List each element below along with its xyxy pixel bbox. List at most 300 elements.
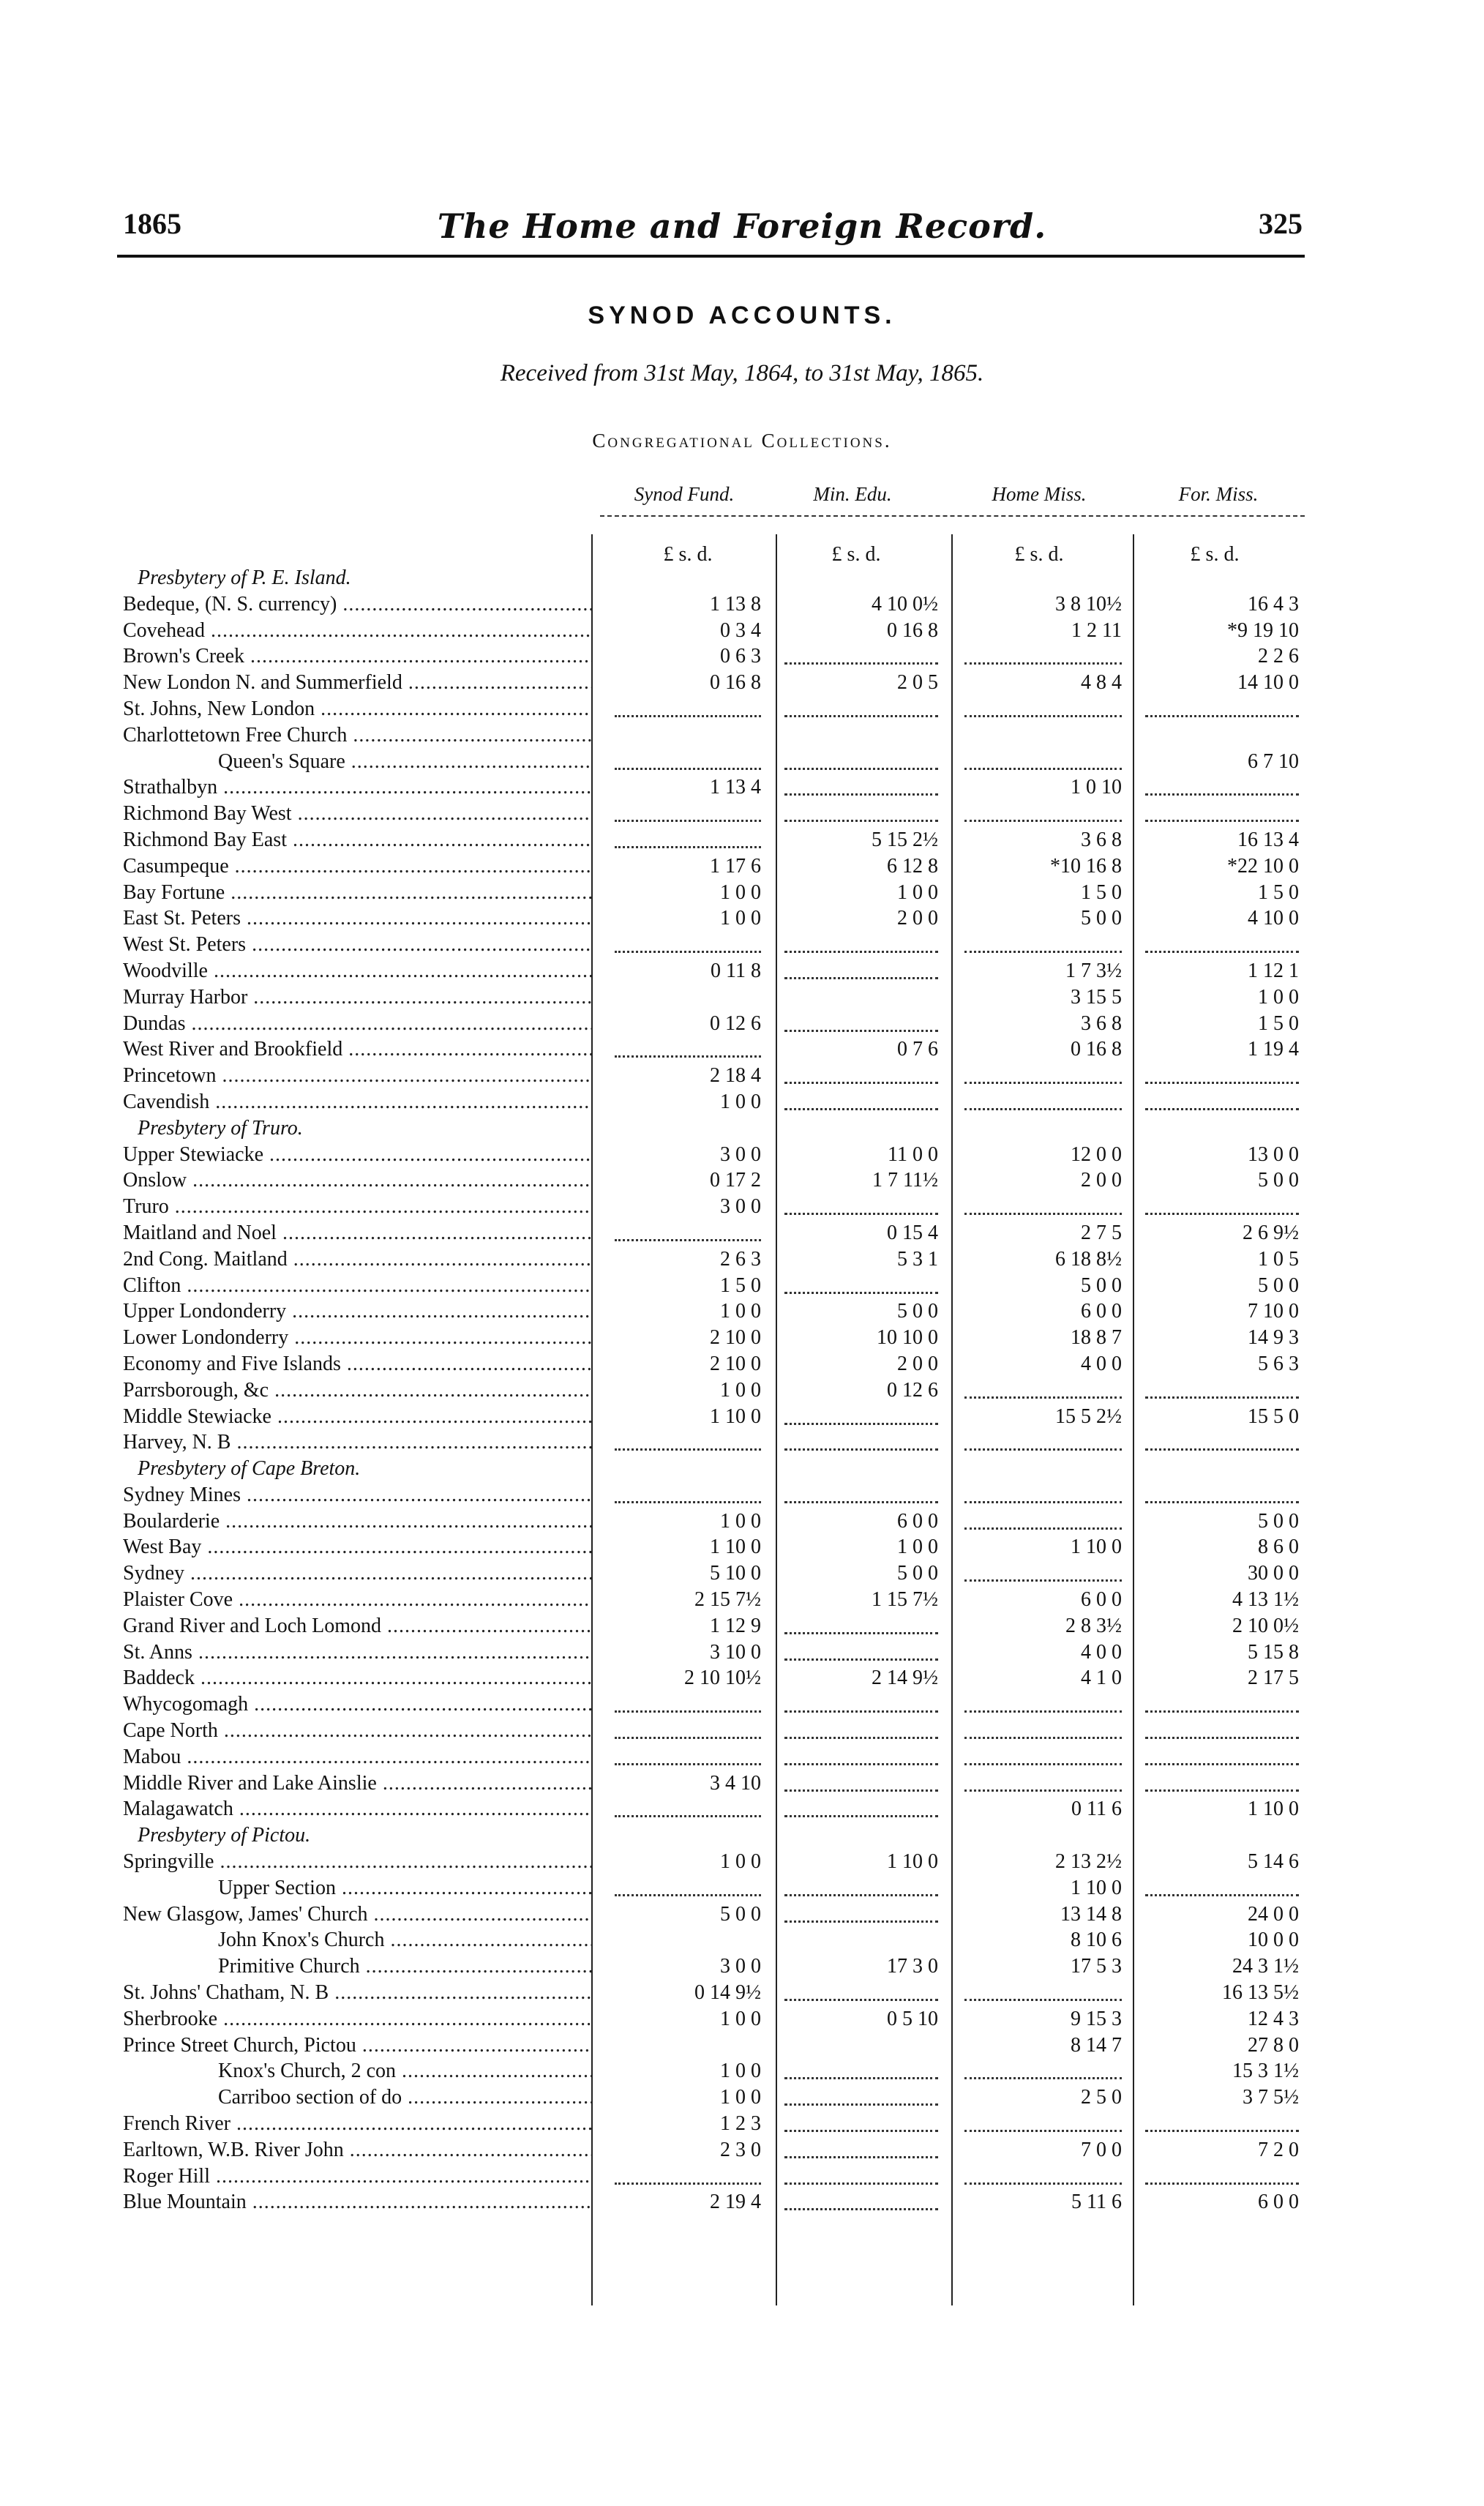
empty-amount-for-miss [1145, 1744, 1299, 1765]
amount-home-miss: 3 15 5 [1071, 985, 1122, 1009]
amount-for-miss: 2 10 0½ [1232, 1614, 1299, 1637]
table-row [0, 984, 1484, 1011]
amount-home-miss: 1 10 0 [1071, 1876, 1122, 1899]
table-row [0, 1534, 1484, 1560]
table-row [0, 2163, 1484, 2190]
amount-for-miss: *9 19 10 [1227, 618, 1299, 642]
empty-amount-min-edu [784, 1404, 938, 1425]
table-row [0, 1875, 1484, 1901]
amount-for-miss: 24 0 0 [1248, 1902, 1299, 1926]
amount-min-edu: 0 16 8 [887, 618, 938, 642]
table-row [0, 905, 1484, 932]
empty-amount-home-miss [964, 2163, 1122, 2185]
presbytery-heading-row [0, 1115, 1484, 1142]
empty-amount-min-edu [784, 1194, 938, 1215]
table-row [0, 2084, 1484, 2111]
amount-synod-fund: 1 5 0 [720, 1273, 761, 1297]
table-row [0, 591, 1484, 618]
congregation-name: Covehead ..... [123, 618, 591, 644]
empty-amount-home-miss [964, 1744, 1122, 1765]
empty-amount-home-miss [964, 801, 1122, 822]
empty-amount-min-edu [784, 1901, 938, 1923]
presbytery-heading: Presbytery of Cape Breton. [138, 1457, 361, 1481]
empty-amount-home-miss [964, 1377, 1122, 1399]
empty-amount-min-edu [784, 2163, 938, 2185]
empty-amount-synod-fund [615, 1796, 761, 1817]
amount-synod-fund: 1 0 0 [720, 907, 761, 930]
empty-amount-home-miss [964, 696, 1122, 717]
units-for-miss: £ s. d. [1190, 543, 1240, 566]
header-year: 1865 [123, 207, 181, 240]
table-row [0, 801, 1484, 827]
table-row [0, 1508, 1484, 1535]
congregation-name: Sydney ..... [123, 1560, 591, 1587]
table-row [0, 1639, 1484, 1666]
amount-synod-fund: 0 12 6 [710, 1011, 761, 1035]
table-row [0, 1718, 1484, 1744]
header-page-number: 325 [1259, 207, 1303, 240]
table-row [0, 1744, 1484, 1770]
amount-home-miss: 18 8 7 [1071, 1326, 1122, 1350]
empty-amount-min-edu [784, 774, 938, 796]
congregation-name: Brown's Creek ..... [123, 643, 591, 670]
empty-amount-min-edu [784, 1482, 938, 1503]
amount-min-edu: 1 0 0 [897, 880, 938, 904]
amount-home-miss: 1 10 0 [1071, 1536, 1122, 1559]
empty-amount-min-edu [784, 2189, 938, 2210]
congregation-name: Roger Hill ..... [123, 2163, 591, 2190]
amount-synod-fund: 1 0 0 [720, 1509, 761, 1533]
amount-home-miss: 9 15 3 [1071, 2007, 1122, 2030]
amount-min-edu: 0 12 6 [887, 1378, 938, 1402]
table-row [0, 853, 1484, 880]
table-row [0, 1036, 1484, 1063]
amount-for-miss: 2 6 9½ [1243, 1221, 1299, 1244]
congregation-name: Onslow ..... [123, 1167, 591, 1194]
amount-for-miss: 3 7 5½ [1243, 2086, 1299, 2109]
empty-amount-for-miss [1145, 1194, 1299, 1215]
amount-synod-fund: 1 10 0 [710, 1405, 761, 1428]
amount-for-miss: 12 4 3 [1248, 2007, 1299, 2030]
empty-amount-min-edu [784, 1089, 938, 1110]
amount-min-edu: 2 0 5 [897, 671, 938, 695]
amount-for-miss: *22 10 0 [1227, 854, 1299, 878]
empty-amount-synod-fund [615, 1691, 761, 1713]
table-row [0, 1246, 1484, 1273]
congregation-name: Cavendish ..... [123, 1089, 591, 1115]
empty-amount-home-miss [964, 1429, 1122, 1451]
amount-home-miss: 8 10 6 [1071, 1929, 1122, 1952]
amount-synod-fund: 0 17 2 [710, 1169, 761, 1192]
amount-for-miss: 15 3 1½ [1232, 2060, 1299, 2083]
congregation-name: Clifton ..... [123, 1273, 591, 1299]
congregation-name: Queen's Square ..... [123, 749, 591, 775]
amount-synod-fund: 2 18 4 [710, 1064, 761, 1088]
amount-min-edu: 0 5 10 [887, 2007, 938, 2030]
table-row [0, 1849, 1484, 1875]
amount-for-miss: 1 0 0 [1258, 985, 1299, 1009]
amount-synod-fund: 1 12 9 [710, 1614, 761, 1637]
congregation-name: New London N. and Summerfield ..... [123, 670, 591, 696]
amount-home-miss: 6 0 0 [1081, 1588, 1122, 1612]
empty-amount-home-miss [964, 2058, 1122, 2079]
presbytery-heading-row [0, 1456, 1484, 1482]
empty-amount-min-edu [784, 932, 938, 953]
table-row [0, 774, 1484, 801]
empty-amount-for-miss [1145, 1691, 1299, 1713]
amount-for-miss: 14 10 0 [1237, 671, 1299, 695]
table-row [0, 1665, 1484, 1691]
empty-amount-home-miss [964, 1089, 1122, 1110]
congregation-name: Sherbrooke ..... [123, 2006, 591, 2032]
amount-for-miss: 7 10 0 [1248, 1300, 1299, 1323]
amount-for-miss: 24 3 1½ [1232, 1955, 1299, 1978]
amount-synod-fund: 1 0 0 [720, 2060, 761, 2083]
table-row [0, 618, 1484, 644]
amount-for-miss: 2 17 5 [1248, 1667, 1299, 1690]
congregation-name: West St. Peters ..... [123, 932, 591, 958]
congregation-name: Springville ..... [123, 1849, 591, 1875]
empty-amount-home-miss [964, 1063, 1122, 1084]
amount-synod-fund: 1 0 0 [720, 1090, 761, 1113]
amount-synod-fund: 1 0 0 [720, 2007, 761, 2030]
amount-min-edu: 4 10 0½ [872, 592, 938, 616]
presbytery-heading: Presbytery of Truro. [138, 1116, 303, 1140]
table-row [0, 1220, 1484, 1246]
empty-amount-for-miss [1145, 932, 1299, 953]
amount-for-miss: 1 19 4 [1248, 1038, 1299, 1061]
table-row [0, 696, 1484, 722]
amount-home-miss: 8 14 7 [1071, 2033, 1122, 2057]
amount-synod-fund: 1 0 0 [720, 1300, 761, 1323]
empty-amount-min-edu [784, 696, 938, 717]
presbytery-heading-row [0, 1822, 1484, 1849]
empty-amount-min-edu [784, 1980, 938, 2001]
table-row [0, 2058, 1484, 2084]
congregation-name: Bay Fortune ..... [123, 880, 591, 906]
empty-amount-min-edu [784, 1875, 938, 1896]
empty-amount-synod-fund [615, 1875, 761, 1896]
table-row [0, 1273, 1484, 1299]
empty-amount-for-miss [1145, 774, 1299, 796]
table-row [0, 670, 1484, 696]
table-row [0, 1142, 1484, 1168]
amount-min-edu: 5 15 2½ [872, 828, 938, 851]
empty-amount-home-miss [964, 1770, 1122, 1792]
table-row [0, 958, 1484, 984]
amount-for-miss: 5 14 6 [1248, 1850, 1299, 1874]
table-row [0, 1377, 1484, 1404]
amount-for-miss: 15 5 0 [1248, 1405, 1299, 1428]
empty-amount-min-edu [784, 1429, 938, 1451]
amount-for-miss: 16 13 5½ [1222, 1981, 1299, 2005]
empty-amount-synod-fund [615, 2163, 761, 2185]
amount-home-miss: 3 6 8 [1081, 1011, 1122, 1035]
empty-amount-synod-fund [615, 1718, 761, 1739]
empty-amount-synod-fund [615, 1036, 761, 1058]
table-row [0, 643, 1484, 670]
congregation-name: 2nd Cong. Maitland ..... [123, 1246, 591, 1273]
congregation-name: East St. Peters ..... [123, 905, 591, 932]
congregation-name: Baddeck ..... [123, 1665, 591, 1691]
amount-home-miss: 1 7 3½ [1065, 959, 1122, 982]
congregation-name: Casumpeque ..... [123, 853, 591, 880]
amount-for-miss: 1 5 0 [1258, 880, 1299, 904]
amount-synod-fund: 5 10 0 [710, 1562, 761, 1585]
amount-min-edu: 2 14 9½ [872, 1667, 938, 1690]
table-row [0, 749, 1484, 775]
amount-home-miss: 4 0 0 [1081, 1352, 1122, 1375]
column-header-rule [600, 515, 1305, 517]
congregation-name: West River and Brookfield ..... [123, 1036, 591, 1063]
congregation-name: Primitive Church ..... [123, 1953, 591, 1980]
amount-min-edu: 6 0 0 [897, 1509, 938, 1533]
empty-amount-home-miss [964, 932, 1122, 953]
table-row [0, 1325, 1484, 1351]
amount-synod-fund: 1 13 8 [710, 592, 761, 616]
table-row [0, 1089, 1484, 1115]
congregation-name: Harvey, N. B ..... [123, 1429, 591, 1456]
amount-synod-fund: 1 0 0 [720, 1850, 761, 1874]
table-row [0, 1927, 1484, 1953]
empty-amount-for-miss [1145, 1063, 1299, 1084]
table-row [0, 1613, 1484, 1639]
amount-for-miss: 5 15 8 [1248, 1640, 1299, 1664]
empty-amount-synod-fund [615, 801, 761, 822]
table-row [0, 1901, 1484, 1928]
congregation-name: French River ..... [123, 2111, 591, 2137]
amount-synod-fund: 1 0 0 [720, 880, 761, 904]
empty-amount-min-edu [784, 749, 938, 770]
table-row [0, 2006, 1484, 2032]
congregation-name: Charlottetown Free Church ..... [123, 722, 591, 749]
empty-amount-synod-fund [615, 1220, 761, 1241]
amount-min-edu: 0 15 4 [887, 1221, 938, 1244]
table-row [0, 1351, 1484, 1377]
units-synod-fund: £ s. d. [663, 543, 713, 566]
amount-for-miss: 13 0 0 [1248, 1142, 1299, 1166]
congregation-name: Lower Londonderry ..... [123, 1325, 591, 1351]
amount-synod-fund: 3 0 0 [720, 1142, 761, 1166]
table-row [0, 1429, 1484, 1456]
amount-synod-fund: 1 0 0 [720, 2086, 761, 2109]
table-row [0, 2189, 1484, 2215]
amount-home-miss: *10 16 8 [1050, 854, 1122, 878]
amount-min-edu: 5 3 1 [897, 1247, 938, 1271]
congregation-name: Mabou ..... [123, 1744, 591, 1770]
congregation-name: Parrsborough, &c ..... [123, 1377, 591, 1404]
congregation-name: Middle River and Lake Ainslie ..... [123, 1770, 591, 1797]
table-row [0, 1980, 1484, 2006]
amount-home-miss: 17 5 3 [1071, 1955, 1122, 1978]
amount-min-edu: 5 0 0 [897, 1300, 938, 1323]
amount-home-miss: 0 11 6 [1071, 1798, 1122, 1821]
empty-amount-min-edu [784, 1063, 938, 1084]
empty-amount-for-miss [1145, 696, 1299, 717]
empty-amount-min-edu [784, 1011, 938, 1032]
amount-for-miss: 6 7 10 [1248, 749, 1299, 773]
empty-amount-for-miss [1145, 1875, 1299, 1896]
amount-home-miss: 2 13 2½ [1055, 1850, 1122, 1874]
table-row [0, 722, 1484, 749]
empty-amount-min-edu [784, 1718, 938, 1739]
empty-amount-min-edu [784, 2084, 938, 2106]
amount-for-miss: 7 2 0 [1258, 2138, 1299, 2161]
congregation-name: Truro ..... [123, 1194, 591, 1220]
amount-synod-fund: 2 10 0 [710, 1326, 761, 1350]
amount-synod-fund: 2 19 4 [710, 2191, 761, 2214]
amount-synod-fund: 1 10 0 [710, 1536, 761, 1559]
amount-synod-fund: 3 4 10 [710, 1771, 761, 1795]
empty-amount-home-miss [964, 1560, 1122, 1582]
amount-home-miss: 3 8 10½ [1055, 592, 1122, 616]
amount-synod-fund: 0 16 8 [710, 671, 761, 695]
column-header-home-miss: Home Miss. [992, 483, 1087, 505]
units-home-miss: £ s. d. [1014, 543, 1064, 566]
amount-synod-fund: 1 17 6 [710, 854, 761, 878]
amount-home-miss: 12 0 0 [1071, 1142, 1122, 1166]
empty-amount-min-edu [784, 643, 938, 665]
column-header-min-edu: Min. Edu. [813, 483, 892, 505]
table-row [0, 1298, 1484, 1325]
amount-home-miss: 1 2 11 [1071, 618, 1122, 642]
empty-amount-home-miss [964, 749, 1122, 770]
column-header-for-miss: For. Miss. [1178, 483, 1259, 505]
empty-amount-for-miss [1145, 1429, 1299, 1451]
empty-amount-min-edu [784, 1613, 938, 1634]
congregation-name: Cape North ..... [123, 1718, 591, 1744]
congregation-name: New Glasgow, James' Church ..... [123, 1901, 591, 1928]
table-row [0, 1167, 1484, 1194]
congregation-name: Woodville ..... [123, 958, 591, 984]
table-row [0, 932, 1484, 958]
congregation-name: Dundas ..... [123, 1011, 591, 1037]
amount-home-miss: 4 8 4 [1081, 671, 1122, 695]
congregation-name: Upper Section ..... [123, 1875, 591, 1901]
congregation-name: Strathalbyn ..... [123, 774, 591, 801]
amount-min-edu: 5 0 0 [897, 1562, 938, 1585]
table-row [0, 1587, 1484, 1613]
amount-synod-fund: 1 0 0 [720, 1378, 761, 1402]
amount-home-miss: 5 11 6 [1071, 2191, 1122, 2214]
table-row [0, 1194, 1484, 1220]
amount-synod-fund: 3 10 0 [710, 1640, 761, 1664]
empty-amount-home-miss [964, 1691, 1122, 1713]
empty-amount-min-edu [784, 2137, 938, 2158]
empty-amount-synod-fund [615, 1482, 761, 1503]
congregation-name: St. Johns, New London ..... [123, 696, 591, 722]
amount-home-miss: 15 5 2½ [1055, 1405, 1122, 1428]
congregation-name: Plaister Cove ..... [123, 1587, 591, 1613]
empty-amount-for-miss [1145, 2163, 1299, 2185]
amount-for-miss: 5 0 0 [1258, 1169, 1299, 1192]
empty-amount-home-miss [964, 1980, 1122, 2001]
empty-amount-synod-fund [615, 1429, 761, 1451]
amount-synod-fund: 1 2 3 [720, 2112, 761, 2136]
congregation-name: John Knox's Church ..... [123, 1927, 591, 1953]
amount-for-miss: 10 0 0 [1248, 1929, 1299, 1952]
amount-for-miss: 5 6 3 [1258, 1352, 1299, 1375]
amount-for-miss: 4 10 0 [1248, 907, 1299, 930]
table-row [0, 827, 1484, 853]
amount-synod-fund: 3 0 0 [720, 1195, 761, 1219]
amount-for-miss: 1 12 1 [1248, 959, 1299, 982]
amount-home-miss: 5 0 0 [1081, 907, 1122, 930]
empty-amount-home-miss [964, 1194, 1122, 1215]
amount-min-edu: 11 0 0 [888, 1142, 938, 1166]
table-row [0, 880, 1484, 906]
empty-amount-synod-fund [615, 1744, 761, 1765]
empty-amount-for-miss [1145, 1482, 1299, 1503]
empty-amount-min-edu [784, 1639, 938, 1661]
amount-synod-fund: 2 3 0 [720, 2138, 761, 2161]
header-title: The Home and Foreign Record. [437, 206, 1047, 246]
empty-amount-for-miss [1145, 1377, 1299, 1399]
amount-for-miss: 16 13 4 [1237, 828, 1299, 851]
empty-amount-min-edu [784, 1796, 938, 1817]
empty-amount-home-miss [964, 1508, 1122, 1530]
amount-home-miss: 4 1 0 [1081, 1667, 1122, 1690]
amount-for-miss: 5 0 0 [1258, 1273, 1299, 1297]
amount-for-miss: 14 9 3 [1248, 1326, 1299, 1350]
congregation-name: Whycogomagh ..... [123, 1691, 591, 1718]
amount-synod-fund: 2 6 3 [720, 1247, 761, 1271]
congregation-name: West Bay ..... [123, 1534, 591, 1560]
amount-min-edu: 1 7 11½ [872, 1169, 938, 1192]
table-row [0, 1404, 1484, 1430]
congregation-name: Princetown ..... [123, 1063, 591, 1089]
empty-amount-for-miss [1145, 1718, 1299, 1739]
amount-for-miss: 8 6 0 [1258, 1536, 1299, 1559]
amount-home-miss: 3 6 8 [1081, 828, 1122, 851]
amount-min-edu: 1 0 0 [897, 1536, 938, 1559]
amount-synod-fund: 0 14 9½ [694, 1981, 761, 2005]
empty-amount-min-edu [784, 1744, 938, 1765]
congregation-name: Knox's Church, 2 con ..... [123, 2058, 591, 2084]
congregation-name: Upper Londonderry ..... [123, 1298, 591, 1325]
amount-synod-fund: 0 6 3 [720, 645, 761, 668]
empty-amount-min-edu [784, 1691, 938, 1713]
empty-amount-min-edu [784, 2058, 938, 2079]
empty-amount-synod-fund [615, 827, 761, 848]
amount-home-miss: 1 5 0 [1081, 880, 1122, 904]
congregation-name: Upper Stewiacke ..... [123, 1142, 591, 1168]
table-row [0, 1560, 1484, 1587]
amount-home-miss: 2 8 3½ [1065, 1614, 1122, 1637]
empty-amount-min-edu [784, 1273, 938, 1294]
table-row [0, 1691, 1484, 1718]
amount-min-edu: 2 0 0 [897, 907, 938, 930]
amount-home-miss: 2 5 0 [1081, 2086, 1122, 2109]
congregation-name: Prince Street Church, Pictou ..... [123, 2032, 591, 2059]
amount-synod-fund: 3 0 0 [720, 1955, 761, 1978]
amount-synod-fund: 2 10 10½ [684, 1667, 761, 1690]
table-row [0, 1953, 1484, 1980]
table-row [0, 1063, 1484, 1089]
accounts-table [0, 565, 1484, 2215]
table-row [0, 2111, 1484, 2137]
congregation-name: Sydney Mines ..... [123, 1482, 591, 1508]
document-subtitle: Received from 31st May, 1864, to 31st May, 1865. [500, 360, 984, 386]
presbytery-heading: Presbytery of Pictou. [138, 1824, 311, 1847]
amount-min-edu: 10 10 0 [877, 1326, 938, 1350]
empty-amount-min-edu [784, 801, 938, 822]
amount-for-miss: 6 0 0 [1258, 2191, 1299, 2214]
table-row [0, 1796, 1484, 1822]
presbytery-heading: Presbytery of P. E. Island. [138, 566, 351, 589]
amount-home-miss: 2 0 0 [1081, 1169, 1122, 1192]
congregation-name: Earltown, W.B. River John ..... [123, 2137, 591, 2163]
